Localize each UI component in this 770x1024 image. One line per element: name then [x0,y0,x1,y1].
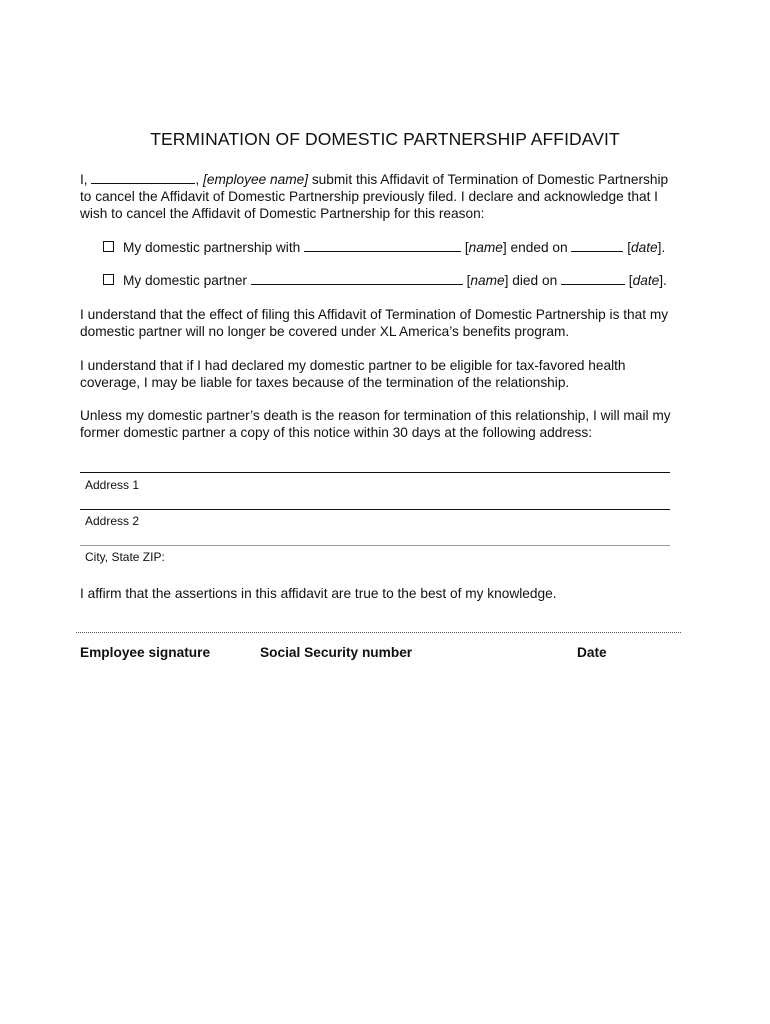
option-1-name-hint: name [468,240,503,255]
coverage-line1: I understand that the effect of filing this Affidavit of Termination of Domestic Partnership is that my [80,307,669,322]
employee-name-blank[interactable] [91,171,195,184]
address-1-line[interactable] [80,472,670,473]
mail-line2: former domestic partner a copy of this notice within 30 days at the following address: [80,425,593,440]
option-2-end: . [663,273,667,288]
signature-line[interactable] [76,632,681,633]
option-1-lead: My domestic partnership with [123,240,305,255]
option-2-lead: My domestic partner [123,273,251,288]
intro-paragraph [80,171,692,222]
option-2-name-hint: name [470,273,505,288]
option-1-mid: ended on [506,240,572,255]
address-1-label: Address 1 [85,478,140,492]
address-2-line[interactable] [80,509,670,510]
ended-date-blank[interactable] [571,239,623,252]
intro-suffix: , [195,172,204,187]
checkbox-partnership-ended[interactable] [103,241,114,252]
document-title: TERMINATION OF DOMESTIC PARTNERSHIP AFFIDAVIT [150,129,620,149]
intro-line1-rest: submit this Affidavit of Termination of Domestic Partnership [308,172,669,187]
ssn-label: Social Security number [260,645,413,660]
option-partner-died: My domestic partner [name] died on [date]. [103,272,703,289]
option-2-mid: died on [508,273,561,288]
option-2-date-hint: date [632,273,660,288]
employee-signature-label: Employee signature [80,645,211,660]
coverage-paragraph [80,306,692,340]
employee-name-hint: [employee name] [203,172,309,187]
tax-line1: I understand that if I had declared my domestic partner to be eligible for tax-favored health [80,358,626,373]
city-state-zip-line[interactable] [80,545,670,546]
date-label: Date [577,645,607,660]
option-1-end: . [661,240,666,255]
checkbox-partner-died[interactable] [103,274,114,285]
option-partnership-ended: My domestic partnership with [name] ended on [date]. [103,239,703,256]
mail-line1: Unless my domestic partner’s death is the reason for termination of this relationship, I will mail my [80,408,671,423]
died-date-blank[interactable] [561,272,625,285]
tax-paragraph [80,357,692,391]
address-2-label: Address 2 [85,514,140,528]
partner-name-blank-2[interactable] [251,272,463,285]
mail-notice-paragraph [80,407,692,441]
partner-name-blank-1[interactable] [304,239,461,252]
affirmation-line: I affirm that the assertions in this affidavit are true to the best of my knowledge. [80,586,557,601]
affirmation-text [80,585,692,602]
option-1-date-hint: date [631,240,658,255]
city-state-zip-label: City, State ZIP: [85,550,165,564]
intro-line3: wish to cancel the Affidavit of Domestic Partnership for this reason: [80,206,485,221]
intro-prefix: I, [80,172,92,187]
tax-line2: coverage, I may be liable for taxes because of the termination of the relationship. [80,375,570,390]
intro-line2: to cancel the Affidavit of Domestic Partnership previously filed. I declare and acknowledge that I [80,189,658,204]
coverage-line2: domestic partner will no longer be covered under XL America’s benefits program. [80,324,570,339]
